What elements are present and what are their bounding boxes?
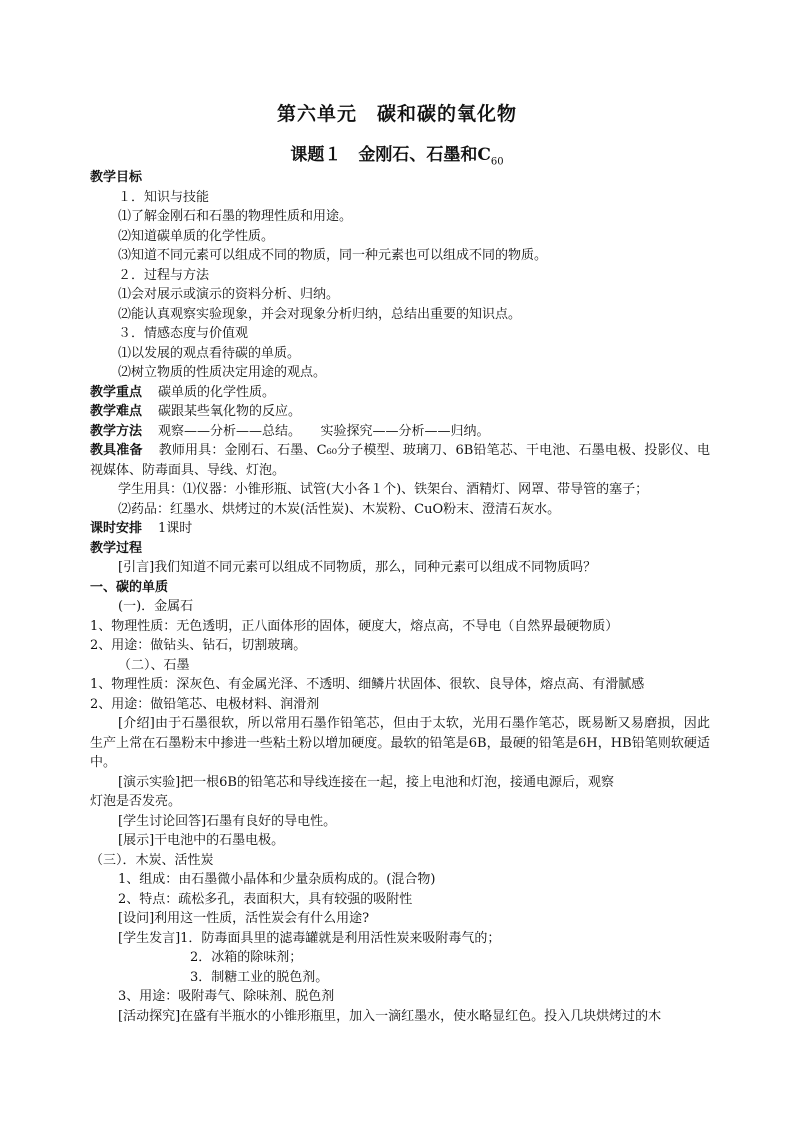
section-heading: 教具准备: [90, 443, 143, 458]
line-text: ⑵知道碳单质的化学性质。: [118, 228, 275, 244]
text-line: [90, 539, 710, 559]
document-body: [90, 168, 710, 1026]
section-heading: 教学重点: [90, 384, 143, 400]
line-text: 灯泡是否发亮。: [90, 794, 182, 809]
lesson-title-text: 课题１ 金刚石、石墨和C: [290, 145, 491, 165]
line-text: 教师用具：金刚石、石墨、C₆₀分子模型、玻璃刀、6B铅笔芯、干电池、石墨电极、投影仪、电视媒体、防毒面具、导线、灯泡。: [90, 443, 710, 478]
text-line: [90, 695, 710, 715]
text-line: [90, 422, 710, 442]
line-text: 碳单质的化学性质。: [158, 384, 276, 400]
section-heading: 课时安排: [90, 521, 143, 536]
section-heading: 教学目标: [90, 170, 143, 185]
text-line: [90, 812, 710, 832]
text-line: [90, 344, 710, 364]
text-line: [90, 305, 710, 325]
unit-title: 第六单元 碳和碳的氧化物: [276, 103, 517, 125]
line-text: 2、用途：做钻头、钻石，切割玻璃。: [90, 638, 307, 653]
section-heading: 教学方法: [90, 423, 143, 439]
text-line: [90, 656, 710, 676]
text-line: [90, 773, 710, 793]
text-line: [90, 948, 710, 968]
line-text: ⑴以发展的观点看待碳的单质。: [118, 345, 301, 361]
text-line: [90, 870, 710, 890]
line-text: ⑵能认真观察实验现象，并会对现象分析归纳，总结出重要的知识点。: [118, 306, 522, 322]
text-line: [90, 383, 710, 403]
section-heading: 一、碳的单质: [90, 579, 169, 595]
line-text: ⑵药品：红墨水、烘烤过的木炭(活性炭)、木炭粉、CuO粉末、澄清石灰水。: [118, 501, 561, 517]
text-line: [90, 851, 710, 871]
line-text: ３．情感态度与价值观: [118, 326, 249, 341]
line-text: ⑴了解金刚石和石墨的物理性质和用途。: [118, 209, 353, 224]
line-text: 1、物理性质：深灰色、有金属光泽、不透明、细鳞片状固体、很软、良导体，熔点高、有滑腻感: [90, 677, 645, 692]
line-text: 碳跟某些氧化物的反应。: [158, 404, 302, 419]
line-text: 观察——分析——总结。 实验探究——分析——归纳。: [158, 423, 490, 439]
text-line: [90, 246, 710, 266]
line-text: ⑶知道不同元素可以组成不同的物质，同一种元素也可以组成不同的物质。: [118, 248, 548, 263]
text-line: [90, 441, 710, 480]
text-line: [90, 617, 710, 637]
text-line: [90, 909, 710, 929]
line-text: ２．过程与方法: [118, 267, 210, 283]
line-text: [学生讨论回答]石墨有良好的导电性。: [118, 813, 337, 829]
lesson-title-sub: 60: [490, 156, 504, 168]
line-text: [引言]我们知道不同元素可以组成不同物质，那么，同种元素可以组成不同物质吗？: [118, 560, 597, 575]
text-line: [90, 890, 710, 910]
text-line: [90, 168, 710, 188]
line-text: 2．冰箱的除味剂；: [190, 950, 303, 965]
line-text: [活动探究]在盛有半瓶水的小锥形瓶里，加入一滴红墨水，使水略显红色。投入几块烘烤过的木: [118, 1008, 662, 1024]
line-text: 学生用具：⑴仪器：小锥形瓶、试管(大小各１个)、铁架台、酒精灯、网罩、带导管的塞子；: [118, 482, 649, 497]
line-text: （二）、石墨: [118, 657, 190, 673]
line-text: [介绍]由于石墨很软，所以常用石墨作铅笔芯，但由于太软，光用石墨作笔芯，既易断又易磨损，因此生产上常在石墨粉末中掺进一些粘土粉以增加硬度。最软的铅笔是6B，最硬的铅笔是6H，HB铅笔则软硬适中。: [90, 716, 710, 770]
line-text: 2、用途：做铅笔芯、电极材料、润滑剂: [90, 696, 320, 712]
text-line: [90, 558, 710, 578]
text-line: [90, 207, 710, 227]
text-line: [90, 480, 710, 500]
line-text: 3．制糖工业的脱色剂。: [190, 969, 329, 985]
line-text: (一)．金属石: [118, 599, 194, 614]
text-line: [90, 578, 710, 598]
lesson-title: [0, 140, 794, 167]
text-line: [90, 714, 710, 773]
line-text: 3、用途：吸附毒气、除味剂、脱色剂: [118, 989, 335, 1004]
line-text: 1、物理性质：无色透明，正八面体形的固体，硬度大，熔点高，不导电（自然界最硬物质）: [90, 618, 619, 634]
section-heading: 教学过程: [90, 540, 143, 556]
text-line: [90, 363, 710, 383]
text-line: [90, 831, 710, 851]
text-line: [90, 227, 710, 247]
text-line: [90, 597, 710, 617]
text-line: [90, 968, 710, 988]
text-line: [90, 266, 710, 286]
text-line: [90, 285, 710, 305]
line-text: [学生发言]1．防毒面具里的滤毒罐就是利用活性炭来吸附毒气的；: [118, 930, 501, 946]
text-line: [90, 636, 710, 656]
text-line: [90, 500, 710, 520]
text-line: [90, 402, 710, 422]
text-line: [90, 1007, 710, 1027]
line-text: [演示实验]把一根6B的铅笔芯和导线连接在一起，接上电池和灯泡，接通电源后，观察: [118, 774, 614, 790]
line-text: [展示]干电池中的石墨电极。: [118, 833, 285, 848]
section-heading: 教学难点: [90, 404, 143, 419]
text-line: [90, 188, 710, 208]
line-text: （三）．木炭、活性炭: [90, 852, 214, 868]
line-text: [设问]利用这一性质，活性炭会有什么用途?: [118, 911, 370, 926]
text-line: [90, 519, 710, 539]
line-text: 1课时: [158, 521, 193, 536]
line-text: ⑵树立物质的性质决定用途的观点。: [118, 365, 327, 380]
line-text: 2、特点：疏松多孔，表面积大，具有较强的吸附性: [118, 891, 413, 907]
text-line: [90, 792, 710, 812]
line-text: １．知识与技能: [118, 189, 210, 205]
line-text: 1、组成：由石墨微小晶体和少量杂质构成的。(混合物): [118, 872, 436, 887]
text-line: [90, 987, 710, 1007]
line-text: ⑴会对展示或演示的资料分析、归纳。: [118, 287, 340, 302]
text-line: [90, 324, 710, 344]
text-line: [90, 929, 710, 949]
text-line: [90, 675, 710, 695]
